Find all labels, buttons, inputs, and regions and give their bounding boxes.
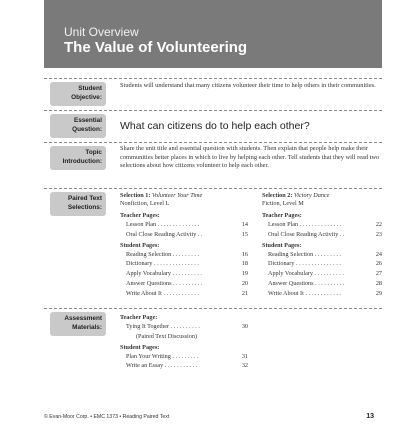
essential-question-text: What can citizens do to help each other? <box>120 120 310 132</box>
teacher-pages-heading: Teacher Pages: <box>120 212 160 219</box>
page-number: 13 <box>366 413 374 420</box>
student-pages-heading: Student Pages: <box>120 241 160 249</box>
selection-1-title: Selection 1: Volunteer Your Time <box>120 192 203 199</box>
selection-1-level: Nonfiction, Level L <box>120 200 170 207</box>
divider <box>44 188 382 189</box>
topic-label: Topic Introduction: <box>50 146 106 170</box>
toc-entry: Dictionary . . . . . . . . . . . . . . . 18 <box>126 260 248 268</box>
paired-label: Paired Text Selections: <box>50 192 106 216</box>
toc-entry: Lesson Plan . . . . . . . . . . . . . . 14 <box>126 221 248 228</box>
objective-text: Students will understand that many citizens volunteer their time to help others in their communities. <box>120 82 376 89</box>
toc-entry: Write an Essay . . . . . . . . . . . 32 <box>126 362 248 370</box>
selection-2-level: Fiction, Level M <box>262 200 304 207</box>
toc-entry: Oral Close Reading Activity . . 23 <box>268 230 382 238</box>
toc-entry: Dictionary . . . . . . . . . . . . . . . 26 <box>268 260 382 268</box>
toc-entry: Answer Questions . . . . . . . . . . 20 <box>126 279 248 287</box>
toc-entry: Reading Selection . . . . . . . . . 24 <box>268 250 382 258</box>
page-title: The Value of Volunteering <box>64 39 248 56</box>
toc-entry: Reading Selection . . . . . . . . . 16 <box>126 250 248 258</box>
student-pages-heading: Student Pages: <box>120 343 160 351</box>
toc-entry: Lesson Plan . . . . . . . . . . . . . . 22 <box>268 221 382 228</box>
divider <box>44 78 382 79</box>
toc-entry: Apply Vocabulary . . . . . . . . . . 19 <box>126 270 248 278</box>
selection-2-column <box>262 192 382 299</box>
toc-entry: Write About It . . . . . . . . . . . . 21 <box>126 289 248 297</box>
toc-entry: Oral Close Reading Activity . . 15 <box>126 230 248 238</box>
divider <box>44 308 382 309</box>
selection-1-column <box>120 192 248 299</box>
footer-copyright: © Evan-Moor Corp. • EMC 1373 • Reading Paired Text <box>44 414 170 420</box>
toc-entry: Write About It . . . . . . . . . . . . 29 <box>268 289 382 297</box>
assessment-label: Assessment Materials: <box>50 312 106 336</box>
toc-entry-note: (Paired Text Discussion) <box>136 332 197 340</box>
divider <box>44 110 382 111</box>
student-pages-heading: Student Pages: <box>262 241 302 249</box>
topic-text: Share the unit title and essential question with students. Then explain that people help make their communities better places in which to live by helping each other. Tell students that they will read two selections about how citizens volunteer to help each other. <box>120 145 380 170</box>
objective-label: Student Objective: <box>50 82 106 106</box>
toc-entry: Answer Questions . . . . . . . . . . 28 <box>268 279 382 287</box>
toc-entry: Tying It Together . . . . . . . . . . 30 <box>126 323 248 330</box>
question-label: Essential Question: <box>50 114 106 138</box>
toc-entry: Plan Your Writing . . . . . . . . . 31 <box>126 352 248 360</box>
teacher-page-heading: Teacher Page: <box>120 314 158 321</box>
toc-entry: Apply Vocabulary . . . . . . . . . . 27 <box>268 270 382 278</box>
selection-2-title: Selection 2: Victory Dance <box>262 192 330 199</box>
unit-overview-subtitle: Unit Overview <box>64 25 139 39</box>
divider <box>44 142 382 143</box>
teacher-pages-heading: Teacher Pages: <box>262 212 302 219</box>
assessment-column <box>120 312 248 371</box>
